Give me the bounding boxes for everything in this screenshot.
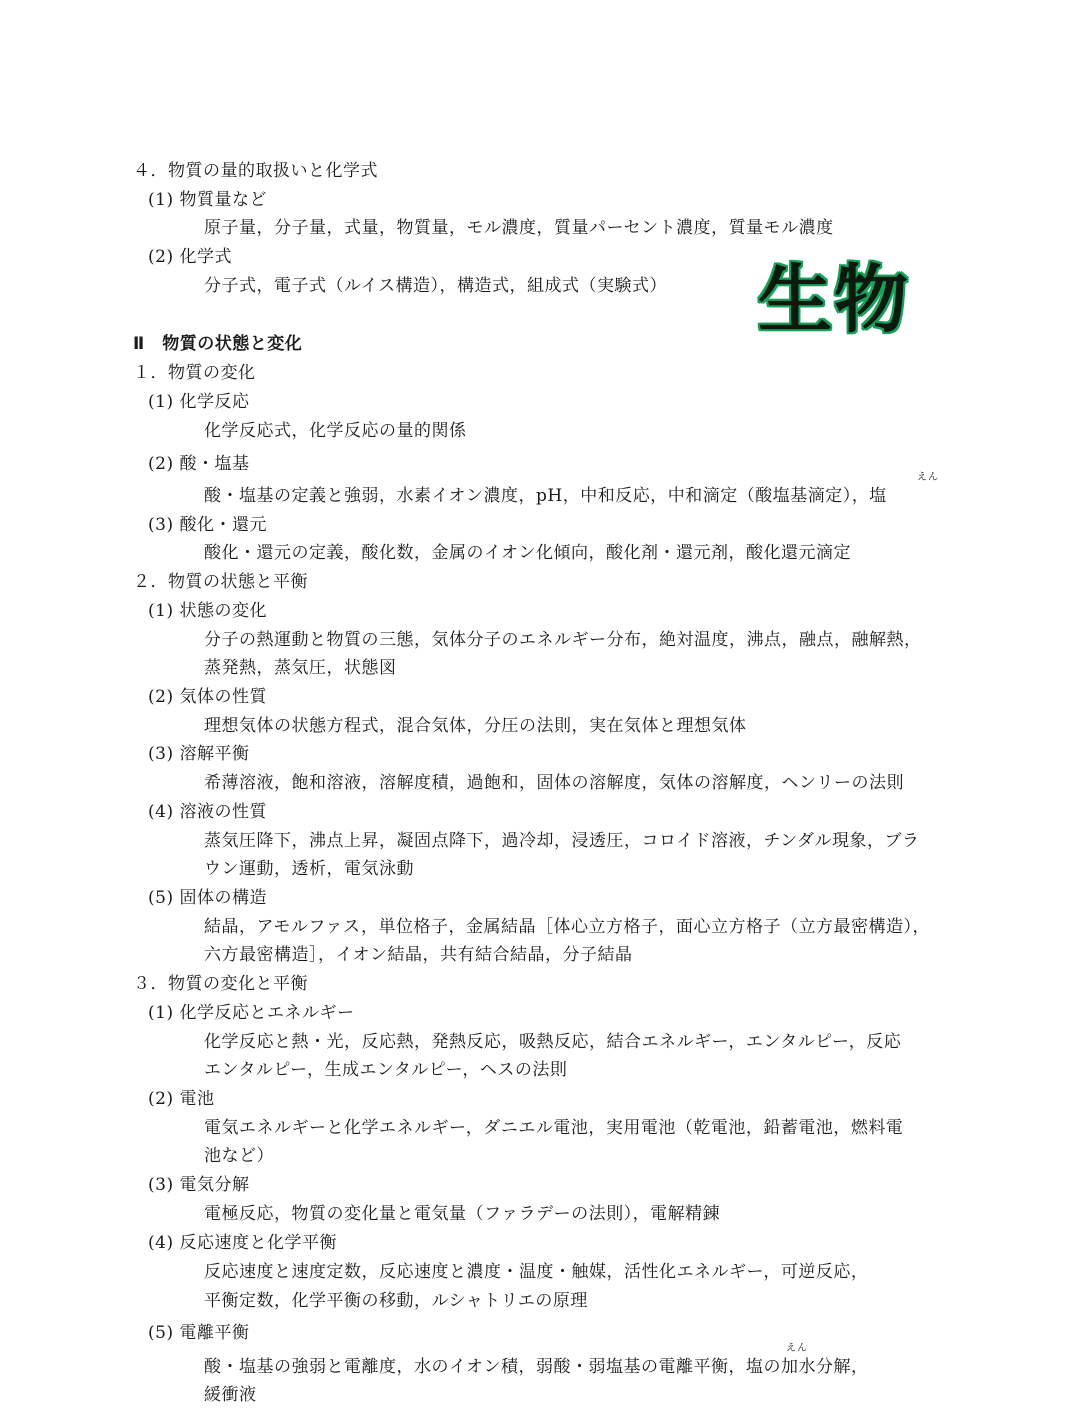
body-text: 平衡定数，化学平衡の移動，ルシャトリエの原理 xyxy=(204,1291,588,1311)
body-text: 電極反応，物質の変化量と電気量（ファラデーの法則），電解精錬 xyxy=(204,1204,721,1224)
subsection-heading: (3) 溶解平衡 xyxy=(148,744,250,764)
ruby-annotation: えん xyxy=(917,472,939,483)
subsection-heading: (5) 固体の構造 xyxy=(148,888,267,908)
body-text: 酸化・還元の定義，酸化数，金属のイオン化傾向，酸化剤・還元剤，酸化還元滴定 xyxy=(204,543,851,563)
body-text: 酸・塩基の定義と強弱，水素イオン濃度，pH，中和反応，中和滴定（酸塩基滴定），塩 xyxy=(204,486,887,506)
body-text: エンタルピー，生成エンタルピー，ヘスの法則 xyxy=(204,1060,568,1080)
body-text: 蒸発熱，蒸気圧，状態図 xyxy=(204,658,397,678)
body-text: 反応速度と速度定数，反応速度と濃度・温度・触媒，活性化エネルギー，可逆反応， xyxy=(204,1262,869,1282)
body-text: 分子式，電子式（ルイス構造），構造式，組成式（実験式） xyxy=(204,276,667,296)
body-text: 緩衝液 xyxy=(204,1385,257,1405)
section-heading: １．物質の変化 xyxy=(133,363,256,383)
body-text: ウン運動，透析，電気泳動 xyxy=(204,859,414,879)
subsection-heading: (2) 電池 xyxy=(148,1089,215,1109)
body-text: 分子の熱運動と物質の三態，気体分子のエネルギー分布，絶対温度，沸点，融点，融解熱， xyxy=(204,630,922,650)
subsection-heading: (1) 化学反応 xyxy=(148,392,250,412)
section-heading: ４．物質の量的取扱いと化学式 xyxy=(133,161,378,181)
subsection-heading: (2) 気体の性質 xyxy=(148,687,267,707)
subsection-heading: (4) 溶液の性質 xyxy=(148,802,267,822)
section-heading: ３．物質の変化と平衡 xyxy=(133,974,308,994)
body-text: 結晶，アモルファス，単位格子，金属結晶［体心立方格子，面心立方格子（立方最密構造）， xyxy=(204,917,930,937)
subsection-heading: (5) 電離平衡 xyxy=(148,1323,250,1343)
subsection-heading: (3) 電気分解 xyxy=(148,1175,250,1195)
subsection-heading: (4) 反応速度と化学平衡 xyxy=(148,1233,337,1253)
body-text: 化学反応式，化学反応の量的関係 xyxy=(204,421,467,441)
subsection-heading: (1) 物質量など xyxy=(148,190,267,210)
subsection-heading: (1) 状態の変化 xyxy=(148,601,267,621)
section-heading: ２．物質の状態と平衡 xyxy=(133,572,308,592)
subject-overlay-label: 生物 xyxy=(758,257,910,343)
body-text: 蒸気圧降下，沸点上昇，凝固点降下，過冷却，浸透圧，コロイド溶液，チンダル現象，ブラ xyxy=(204,831,920,851)
body-text: 六方最密構造］，イオン結晶，共有結合結晶，分子結晶 xyxy=(204,945,633,965)
body-text: 希薄溶液，飽和溶液，溶解度積，過飽和，固体の溶解度，気体の溶解度，ヘンリーの法則 xyxy=(204,773,904,793)
body-text: 酸・塩基の強弱と電離度，水のイオン積，弱酸・弱塩基の電離平衡，塩の加水分解， xyxy=(204,1357,869,1377)
ruby-annotation: えん xyxy=(786,1343,808,1354)
subsection-heading: (1) 化学反応とエネルギー xyxy=(148,1003,355,1023)
body-text: 化学反応と熱・光，反応熱，発熱反応，吸熱反応，結合エネルギー，エンタルピー，反応 xyxy=(204,1032,902,1052)
subsection-heading: (2) 化学式 xyxy=(148,247,232,267)
chapter-heading: Ⅱ 物質の状態と変化 xyxy=(133,334,303,354)
subsection-heading: (2) 酸・塩基 xyxy=(148,454,250,474)
body-text: 電気エネルギーと化学エネルギー，ダニエル電池，実用電池（乾電池，鉛蓄電池，燃料電 xyxy=(204,1118,904,1138)
subsection-heading: (3) 酸化・還元 xyxy=(148,515,267,535)
body-text: 原子量，分子量，式量，物質量，モル濃度，質量パーセント濃度，質量モル濃度 xyxy=(204,218,834,238)
body-text: 池など） xyxy=(204,1146,274,1166)
body-text: 理想気体の状態方程式，混合気体，分圧の法則，実在気体と理想気体 xyxy=(204,716,747,736)
